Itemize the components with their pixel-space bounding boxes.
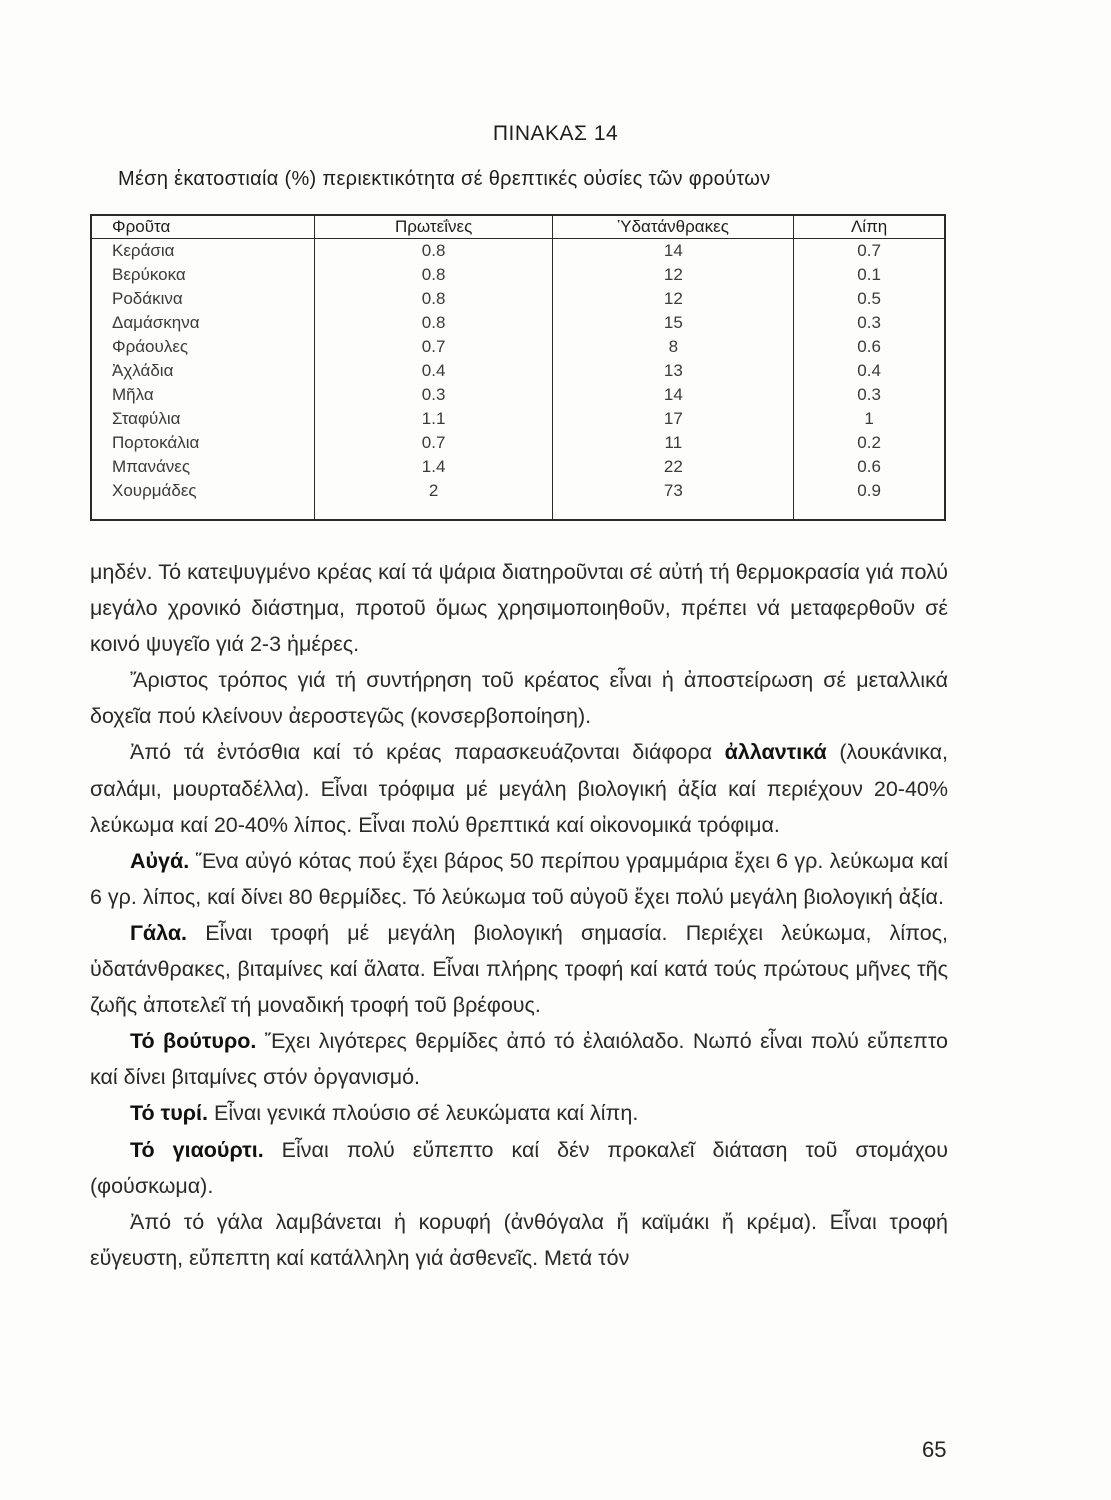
fruit-name: Χουρμάδες bbox=[112, 481, 197, 500]
table-row bbox=[91, 431, 945, 455]
term-bold: Τό τυρί. bbox=[130, 1101, 209, 1126]
paragraph bbox=[90, 734, 948, 842]
carbs-value: 12 bbox=[553, 263, 794, 287]
carbs-value: 73 bbox=[553, 479, 794, 503]
paragraph-text: Εἶναι γενικά πλούσιο σέ λευκώματα καί λίπη. bbox=[208, 1101, 639, 1126]
fat-value: 0.5 bbox=[794, 287, 945, 311]
protein-value: 0.8 bbox=[314, 263, 553, 287]
carbs-value: 14 bbox=[553, 383, 794, 407]
term-bold: Γάλα. bbox=[130, 920, 188, 945]
protein-value: 1.4 bbox=[314, 455, 553, 479]
paragraph: μηδέν. Τό κατεψυγμένο κρέας καί τά ψάρια διατηροῦνται σέ αὐτή τή θερμοκρασία γιά πολύ μεγάλο χρονικό διάστημα, προτοῦ ὅμως χρησιμοποιηθοῦν, πρέπει νά μεταφερθοῦν σέ κοινό ψυγεῖο γιά 2-3 ἡμέρες. bbox=[90, 560, 948, 657]
table-row bbox=[91, 455, 945, 479]
fat-value: 0.6 bbox=[794, 455, 945, 479]
protein-value: 0.3 bbox=[314, 383, 553, 407]
table-row bbox=[91, 359, 945, 383]
fruit-name: Βερύκοκα bbox=[112, 265, 186, 284]
table-row bbox=[91, 479, 945, 503]
fat-value: 0.7 bbox=[794, 239, 945, 264]
protein-value: 2 bbox=[314, 479, 553, 503]
header-protein: Πρωτεΐνες bbox=[314, 215, 553, 239]
paragraph-text: Εἶναι πολύ εὔπεπτο καί δέν προκαλεῖ διάταση τοῦ στομάχου (φούσκωμα). bbox=[90, 1137, 948, 1198]
carbs-value: 14 bbox=[553, 239, 794, 264]
fat-value: 0.3 bbox=[794, 311, 945, 335]
fat-value: 0.1 bbox=[794, 263, 945, 287]
body-text bbox=[90, 554, 948, 1276]
paragraph: Ἀπό τό γάλα λαμβάνεται ἡ κορυφή (ἀνθόγαλα ἤ καϊμάκι ἤ κρέμα). Εἶναι τροφή εὔγευστη, εὔπεπτη καί κατάλληλη γιά ἀσθενεῖς. Μετά τόν bbox=[90, 1209, 948, 1270]
table-row bbox=[91, 263, 945, 287]
paragraph-text: Ἀπό τά ἐντόσθια καί τό κρέας παρασκευάζονται διάφορα bbox=[130, 740, 725, 765]
table-row bbox=[91, 335, 945, 359]
header-fat: Λίπη bbox=[794, 215, 945, 239]
table-header-row bbox=[91, 215, 945, 239]
fruit-name: Ροδάκινα bbox=[112, 289, 183, 308]
carbs-value: 22 bbox=[553, 455, 794, 479]
carbs-value: 17 bbox=[553, 407, 794, 431]
header-fruit: Φροῦτα bbox=[91, 215, 314, 239]
term-bold: Τό βούτυρο. bbox=[130, 1029, 257, 1054]
fruit-name: Κεράσια bbox=[112, 241, 175, 260]
term-bold: Αὐγά. bbox=[130, 848, 190, 873]
paragraph bbox=[90, 1132, 948, 1204]
table-row bbox=[91, 407, 945, 431]
carbs-value: 15 bbox=[553, 311, 794, 335]
protein-value: 0.8 bbox=[314, 287, 553, 311]
carbs-value: 12 bbox=[553, 287, 794, 311]
protein-value: 0.7 bbox=[314, 335, 553, 359]
paragraph-text: Ἕνα αὐγό κότας πού ἔχει βάρος 50 περίπου γραμμάρια ἔχει 6 γρ. λεύκωμα καί 6 γρ. λίπος, καί δίνει 80 θερμίδες. Τό λεύκωμα τοῦ αὐγοῦ ἔχει πολύ μεγάλη βιολογική ἀξία. bbox=[90, 848, 948, 909]
paragraph bbox=[90, 915, 948, 1023]
fat-value: 0.4 bbox=[794, 359, 945, 383]
paragraph: Ἄριστος τρόπος γιά τή συντήρηση τοῦ κρέατος εἶναι ἡ ἀποστείρωση σέ μεταλλικά δοχεῖα πού κλείνουν ἀεροστεγῶς (κονσερβοποίηση). bbox=[90, 668, 948, 729]
table-bottom-spacer bbox=[91, 503, 945, 520]
fruit-name: Δαμάσκηνα bbox=[112, 313, 200, 332]
paragraph bbox=[90, 843, 948, 915]
fat-value: 0.2 bbox=[794, 431, 945, 455]
paragraph-text: Εἶναι τροφή μέ μεγάλη βιολογική σημασία. Περιέχει λεύκωμα, λίπος, ὑδατάνθρακες, βιταμίνες καί ἅλατα. Εἶναι πλήρης τροφή καί κατά τούς πρώτους μῆνες τῆς ζωῆς ἀποτελεῖ τή μοναδική τροφή τοῦ βρέφους. bbox=[90, 920, 948, 1018]
paragraph bbox=[90, 1095, 948, 1131]
paragraph-text: (λουκάνικα, σαλάμι, μουρταδέλλα). Εἶναι τρόφιμα μέ μεγάλη βιολογική ἀξία καί περιέχουν 20-40% λεύκωμα καί 20-40% λίπος. Εἶναι πολύ θρεπτικά καί οἰκονομικά τρόφιμα. bbox=[90, 740, 948, 837]
paragraph bbox=[90, 1023, 948, 1095]
protein-value: 1.1 bbox=[314, 407, 553, 431]
fat-value: 0.3 bbox=[794, 383, 945, 407]
table-row bbox=[91, 239, 945, 264]
fruit-name: Ἀχλάδια bbox=[112, 361, 174, 380]
fruit-name: Μπανάνες bbox=[112, 457, 191, 476]
protein-value: 0.4 bbox=[314, 359, 553, 383]
carbs-value: 11 bbox=[553, 431, 794, 455]
fruit-name: Μῆλα bbox=[112, 385, 154, 404]
table-row bbox=[91, 287, 945, 311]
term-bold: Τό γιαούρτι. bbox=[130, 1137, 264, 1162]
nutrient-table bbox=[90, 214, 946, 521]
term-bold: ἀλλαντικά bbox=[724, 740, 827, 765]
paragraph-text: Ἔχει λιγότερες θερμίδες ἀπό τό ἐλαιόλαδο. Νωπό εἶναι πολύ εὔπεπτο καί δίνει βιταμίνες στόν ὀργανισμό. bbox=[90, 1029, 948, 1090]
header-carbs: Ὑδατάνθρακες bbox=[553, 215, 794, 239]
table-title: ΠΙΝΑΚΑΣ 14 bbox=[492, 122, 619, 145]
fat-value: 1 bbox=[794, 407, 945, 431]
table-subtitle: Μέση ἑκατοστιαία (%) περιεκτικότητα σέ θρεπτικές οὐσίες τῶν φρούτων bbox=[118, 168, 771, 190]
fruit-name: Σταφύλια bbox=[112, 409, 181, 428]
fruit-name: Φράουλες bbox=[112, 337, 189, 356]
carbs-value: 8 bbox=[553, 335, 794, 359]
fruit-name: Πορτοκάλια bbox=[112, 433, 200, 452]
carbs-value: 13 bbox=[553, 359, 794, 383]
protein-value: 0.8 bbox=[314, 239, 553, 264]
protein-value: 0.7 bbox=[314, 431, 553, 455]
fat-value: 0.6 bbox=[794, 335, 945, 359]
protein-value: 0.8 bbox=[314, 311, 553, 335]
table-row bbox=[91, 383, 945, 407]
table-row bbox=[91, 311, 945, 335]
fat-value: 0.9 bbox=[794, 479, 945, 503]
page-number: 65 bbox=[922, 1437, 947, 1462]
